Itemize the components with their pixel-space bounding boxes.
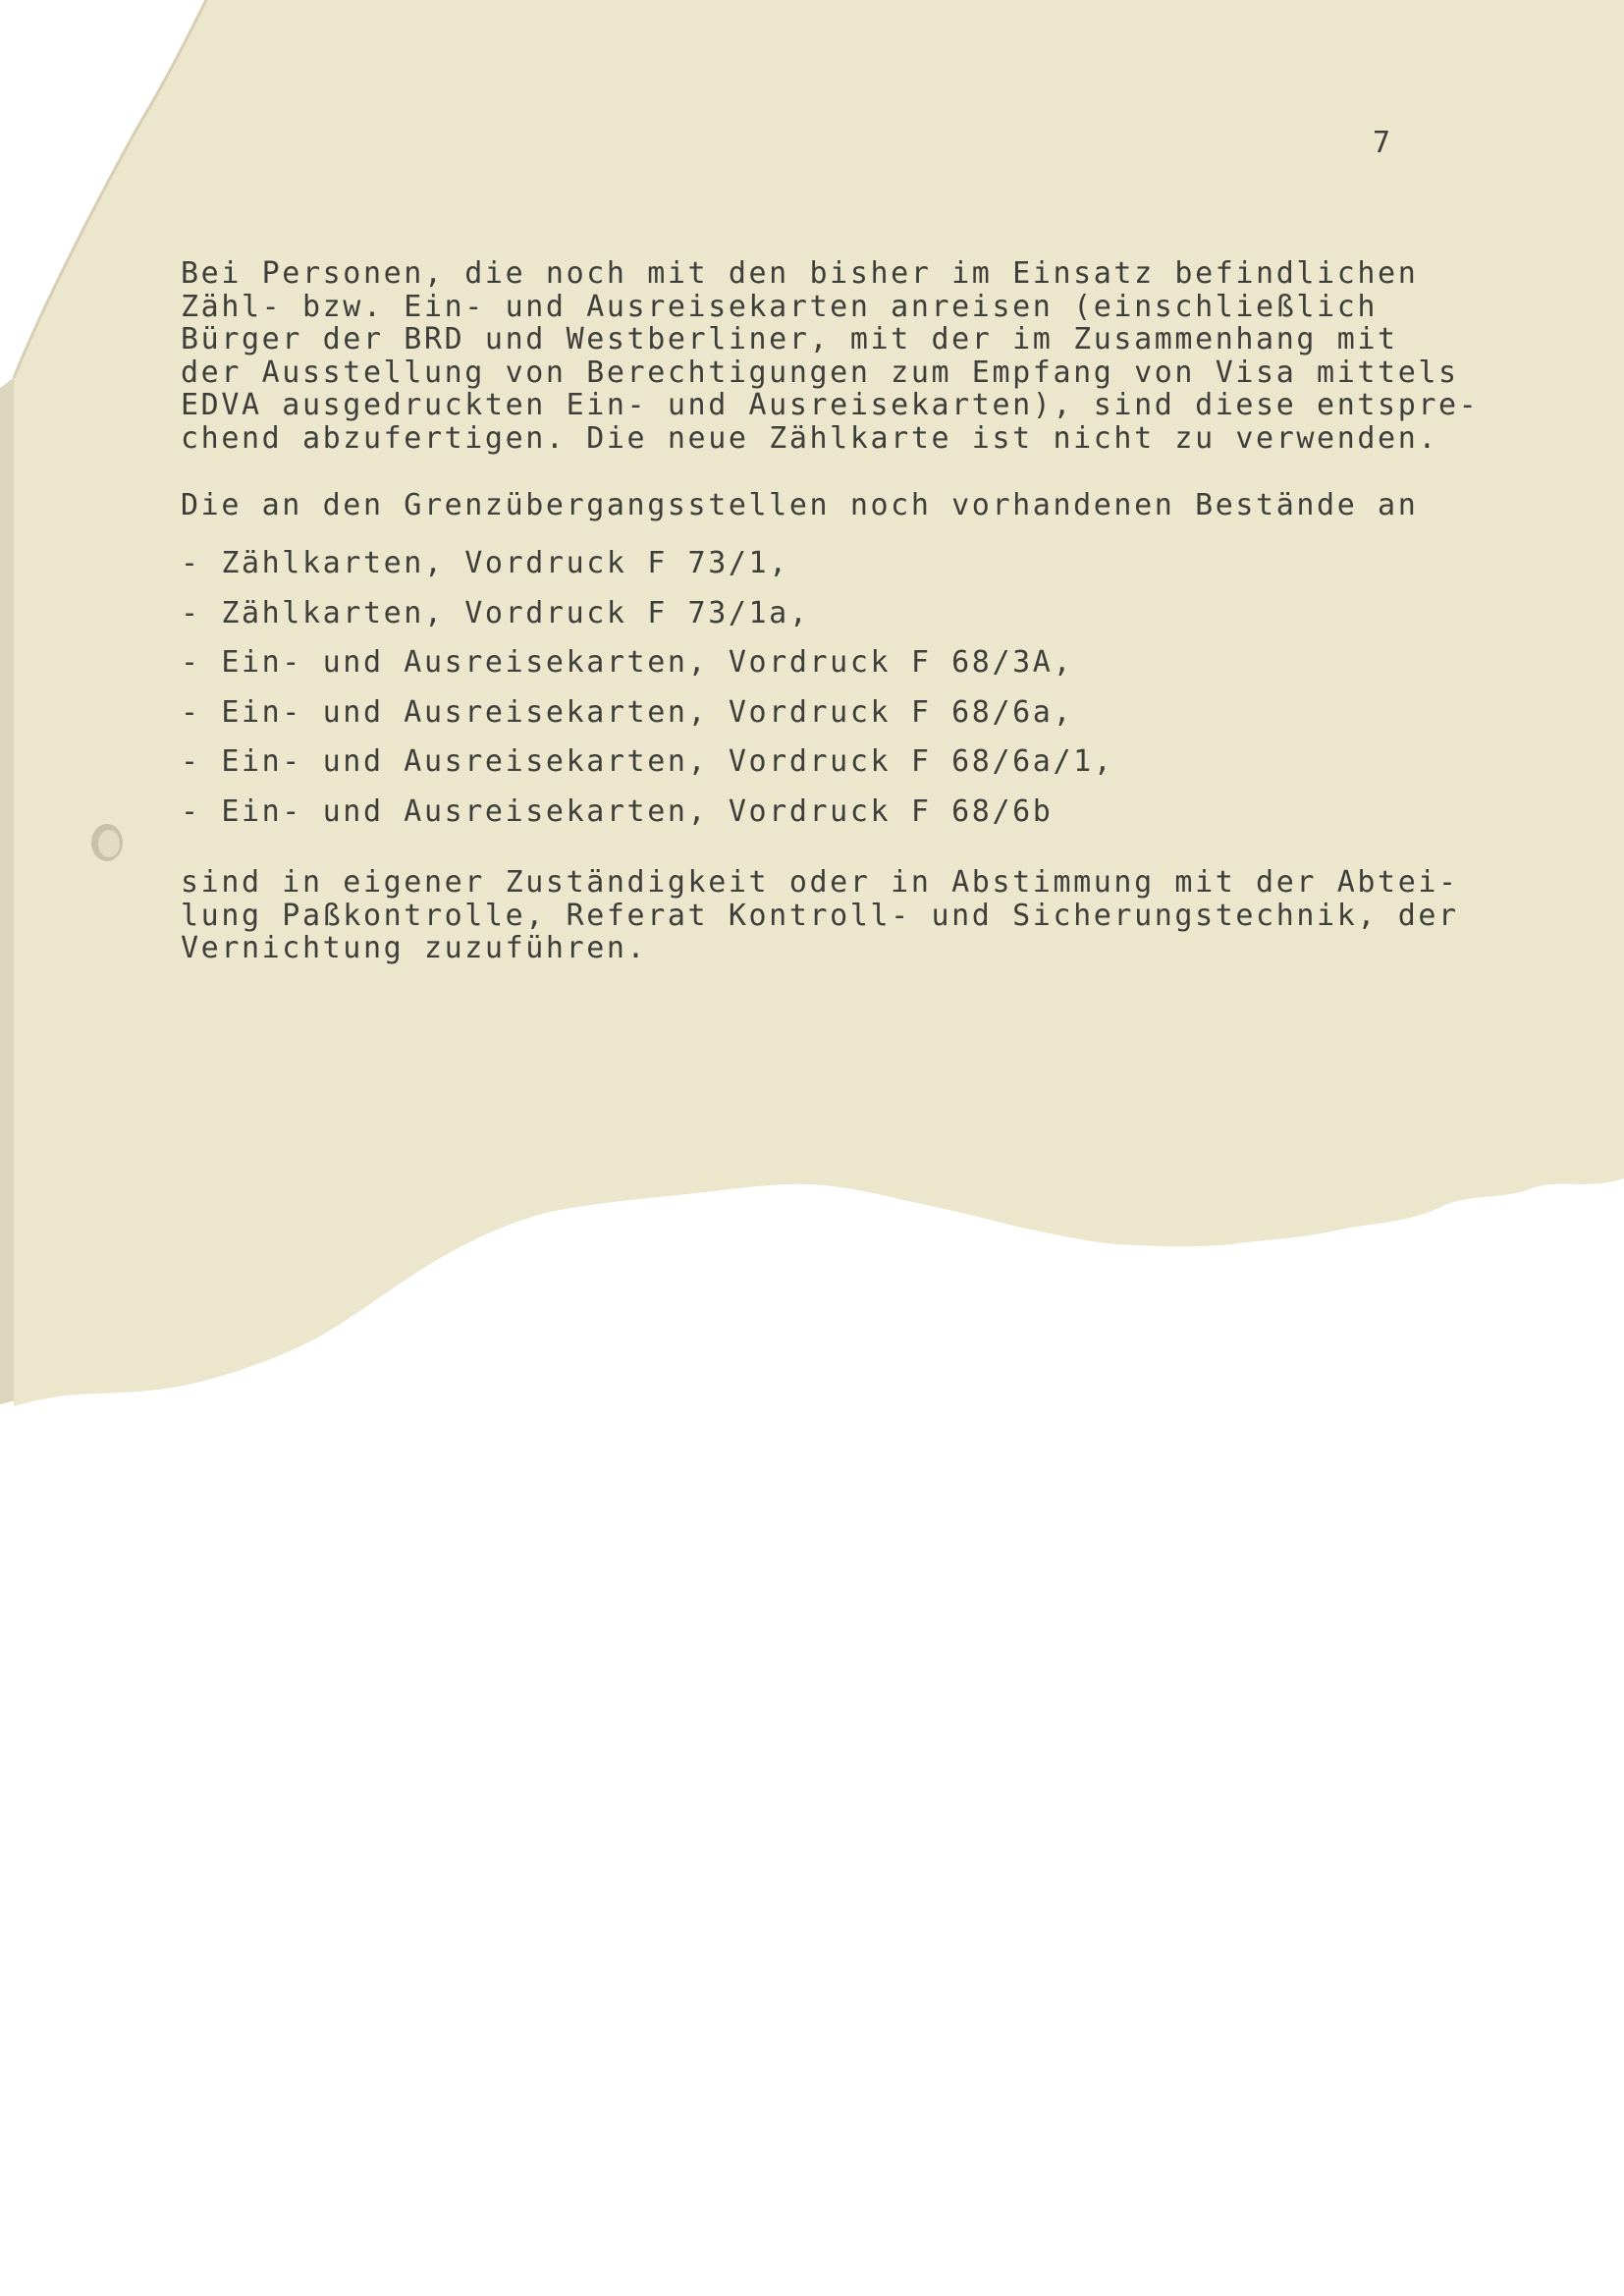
form-list: [181, 546, 1113, 844]
list-item: - Ein- und Ausreisekarten, Vordruck F 68/6a/1,: [181, 744, 1114, 779]
paragraph-intro: Bei Personen, die noch mit den bisher im Einsatz befindlichen Zähl- bzw. Ein- und Ausreisekarten anreisen (einschließlich Bürger der BRD und Westberliner, mit der im Zusammenhang mit der Ausstellung von Berechtigungen zum Empfang von Visa mittels EDVA ausgedruckten Ein- und Ausreisekarten), sind diese entspre- chend abzufertigen. Die neue Zählkarte ist nicht zu verwenden.: [181, 256, 1480, 456]
list-item: - Zählkarten, Vordruck F 73/1,: [181, 546, 789, 580]
paragraph-disposal: sind in eigener Zuständigkeit oder in Abstimmung mit der Abtei- lung Paßkontrolle, Referat Kontroll- und Sicherungstechnik, der Vernichtung zuzuführen.: [181, 865, 1459, 965]
list-item: - Zählkarten, Vordruck F 73/1a,: [181, 595, 810, 630]
paragraph-stock-lead-in: Die an den Grenzübergangsstellen noch vorhandenen Bestände an: [181, 488, 1419, 522]
list-item: - Ein- und Ausreisekarten, Vordruck F 68/3A,: [181, 645, 1074, 680]
punch-hole-inner: [98, 830, 120, 857]
list-item: - Ein- und Ausreisekarten, Vordruck F 68/6a,: [181, 694, 1074, 730]
page-number: 7: [1373, 126, 1393, 160]
list-item: - Ein- und Ausreisekarten, Vordruck F 68/6b: [181, 793, 1054, 829]
